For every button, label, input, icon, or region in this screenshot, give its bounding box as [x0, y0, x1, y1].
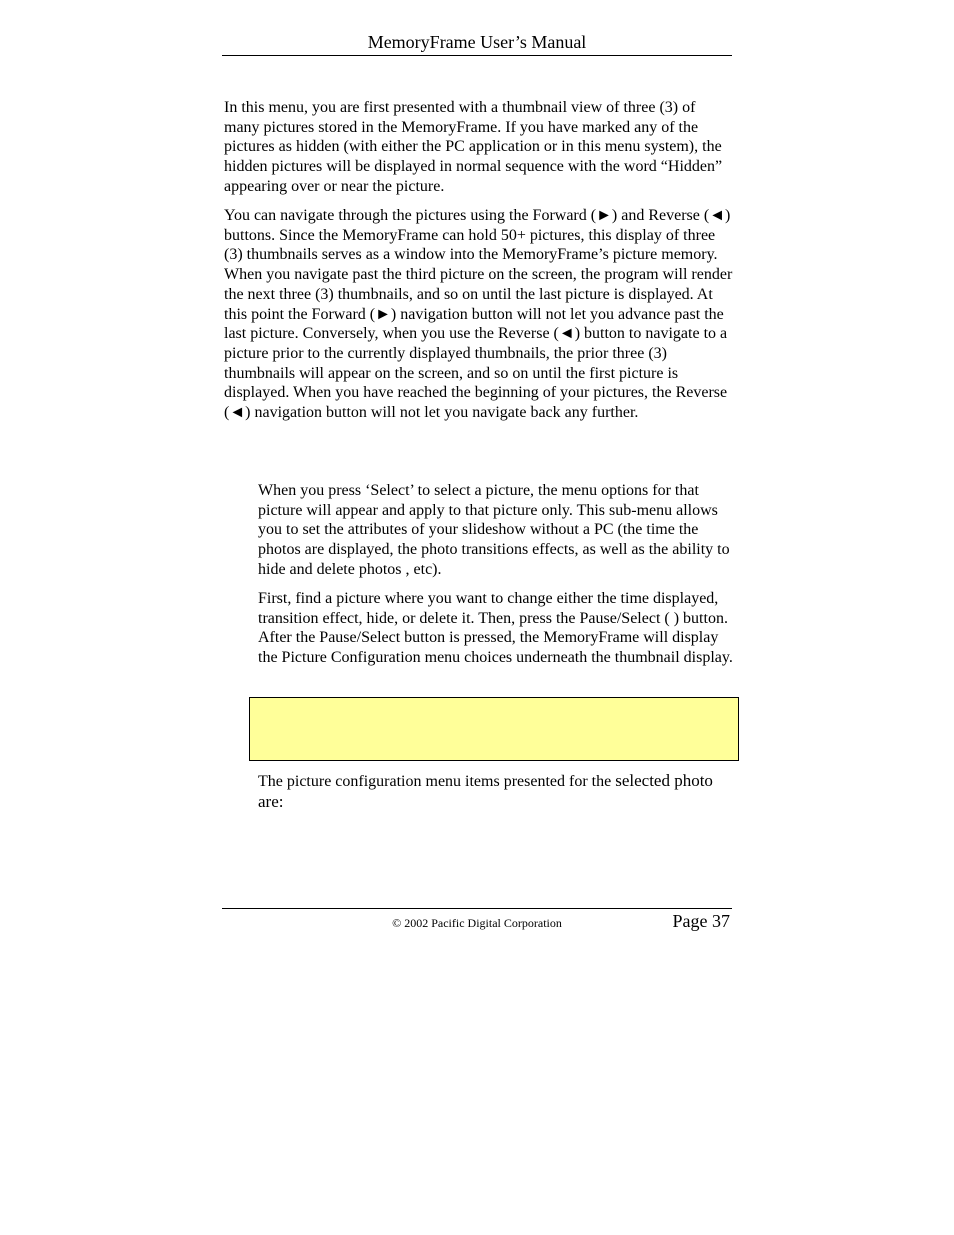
intro-paragraph [224, 98, 734, 197]
page-number: Page 37 [672, 911, 730, 931]
select-paragraph [258, 481, 734, 580]
first-find-text: First, find a picture where you want to change either the time displayed, transition effect, hide, or delete it. Then, press the Pause/Select ( ) button. After the Pause/Select button is pressed, the MemoryFrame will display the Picture Configuration menu choices underneath the thumbnail display. [258, 590, 733, 667]
config-lead: The picture configuration menu items presented for the [258, 773, 616, 790]
page-footer [222, 908, 732, 937]
config-paragraph [258, 771, 734, 812]
select-intro-text: When you press ‘Select’ to select a picture, the menu options for that picture will appear and apply to that picture only. This sub-menu allows you to set the attributes of your slideshow without a PC (the time the photos are displayed, the photo transitions effects, as well as the ability to hide and delete photos , etc). [258, 482, 730, 578]
copyright-notice: © 2002 Pacific Digital Corporation [392, 916, 562, 930]
first-find-paragraph [258, 589, 734, 668]
navigation-text: You can navigate through the pictures using the Forward (►) and Reverse (◄) buttons. Since the MemoryFrame can hold 50+ pictures, this display of three (3) thumbnails serves as a window into the MemoryFrame’s picture memory. When you navigate past the third picture on the screen, the program will render the next three (3) thumbnails, and so on until the last picture is displayed. At this point the Forward (►) navigation button will not let you advance past the last picture. Conversely, when you use the Reverse (◄) button to navigate to a picture prior to the currently displayed thumbnails, the prior three (3) thumbnails will appear on the screen, and so on until the first picture is displayed. When you have reached the beginning of your pictures, the Reverse (◄) navigation button will not let you navigate back any further. [224, 207, 733, 422]
navigation-paragraph [224, 206, 736, 423]
page-header [222, 30, 732, 56]
manual-title: MemoryFrame User’s Manual [367, 32, 587, 52]
config-text [258, 771, 734, 812]
note-box [249, 697, 739, 761]
intro-text: In this menu, you are first presented with a thumbnail view of three (3) of many pictures stored in the MemoryFrame. If you have marked any of the pictures as hidden (with either the PC application or in this menu system), the hidden pictures will be displayed in normal sequence with the word “Hidden” appearing over or near the picture. [224, 99, 723, 195]
config-tail: selected photo are: [258, 771, 713, 811]
